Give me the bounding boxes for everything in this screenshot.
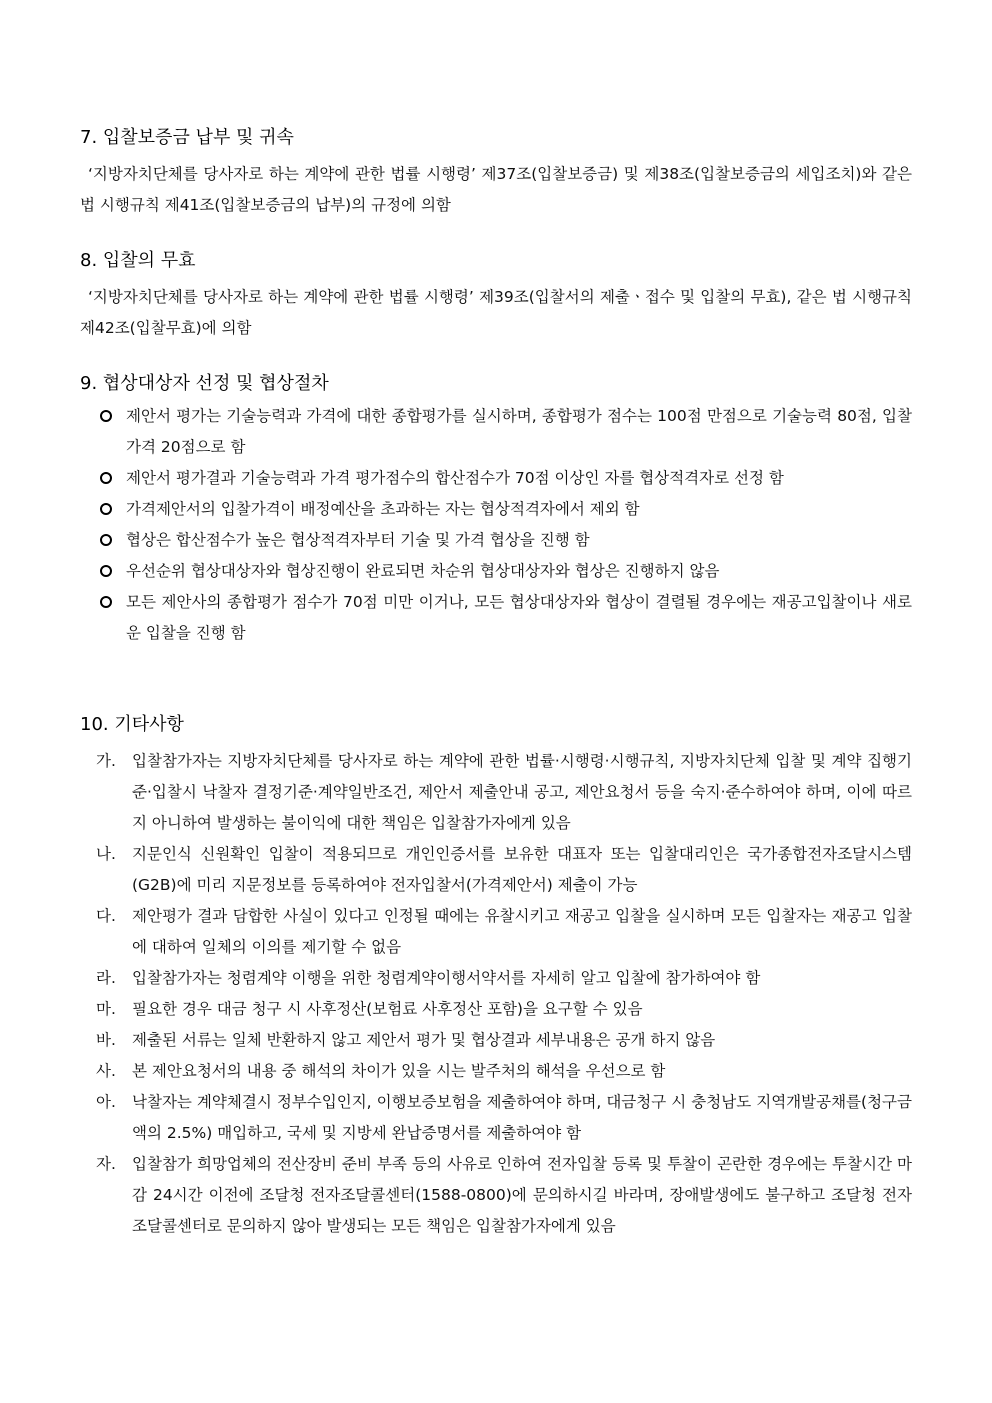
list-item xyxy=(80,963,912,994)
list-item-marker: 아. xyxy=(96,1093,116,1111)
list-item-text: 입찰참가 희망업체의 전산장비 준비 부족 등의 사유로 인하여 전자입찰 등록 및 투찰이 곤란한 경우에는 투찰시간 마감 24시간 이전에 조달청 전자조달콜센터(1588-0800)에 문의하시길 바라며, 장애발생에도 불구하고 조달청 전자조달콜센터로 문의하지 않아 발생되는 모든 책임은 입찰참가자에게 있음 xyxy=(132,1155,912,1235)
list-item-text: 가격제안서의 입찰가격이 배정예산을 초과하는 자는 협상적격자에서 제외 함 xyxy=(126,500,640,518)
circle-bullet-icon xyxy=(100,472,112,484)
section-7-body xyxy=(80,159,912,221)
list-item-marker: 바. xyxy=(96,1031,116,1049)
list-item-text: 모든 제안사의 종합평가 점수가 70점 미만 이거나, 모든 협상대상자와 협상이 결렬될 경우에는 재공고입찰이나 새로운 입찰을 진행 함 xyxy=(126,593,912,642)
section-8-body xyxy=(80,282,912,344)
list-item xyxy=(80,587,912,649)
circle-bullet-icon xyxy=(100,410,112,422)
list-item xyxy=(80,1056,912,1087)
list-item-marker: 라. xyxy=(96,969,116,987)
section-7 xyxy=(80,125,912,221)
section-10-heading: 10. 기타사항 xyxy=(80,714,184,735)
list-item xyxy=(80,839,912,901)
section-8-heading: 8. 입찰의 무효 xyxy=(80,250,196,271)
list-item-text: 제출된 서류는 일체 반환하지 않고 제안서 평가 및 협상결과 세부내용은 공개 하지 않음 xyxy=(132,1031,716,1049)
list-item xyxy=(80,746,912,839)
section-8 xyxy=(80,248,912,344)
section-10-item-list xyxy=(80,746,912,1242)
list-item xyxy=(80,901,912,963)
list-item-text: 협상은 합산점수가 높은 협상적격자부터 기술 및 가격 협상을 진행 함 xyxy=(126,531,590,549)
circle-bullet-icon xyxy=(100,596,112,608)
section-9-bullet-list xyxy=(80,401,912,649)
list-item-marker: 가. xyxy=(96,752,116,770)
section-7-text: ‘지방자치단체를 당사자로 하는 계약에 관한 법률 시행령’ 제37조(입찰보증금) 및 제38조(입찰보증금의 세입조치)와 같은 법 시행규칙 제41조(입찰보증금의 납부)의 규정에 의함 xyxy=(80,165,912,214)
list-item-text: 낙찰자는 계약체결시 정부수입인지, 이행보증보험을 제출하여야 하며, 대금청구 시 충청남도 지역개발공채를(청구금액의 2.5%) 매입하고, 국세 및 지방세 완납증명서를 제출하여야 함 xyxy=(132,1093,912,1142)
list-item xyxy=(80,994,912,1025)
list-item xyxy=(80,463,912,494)
list-item-text: 본 제안요청서의 내용 중 해석의 차이가 있을 시는 발주처의 해석을 우선으로 함 xyxy=(132,1062,666,1080)
list-item-text: 입찰참가자는 청렴계약 이행을 위한 청렴계약이행서약서를 자세히 알고 입찰에 참가하여야 함 xyxy=(132,969,761,987)
list-item-marker: 나. xyxy=(96,845,116,863)
list-item xyxy=(80,556,912,587)
section-10 xyxy=(80,712,912,1242)
section-9-heading: 9. 협상대상자 선정 및 협상절차 xyxy=(80,373,329,394)
list-item-text: 제안서 평가결과 기술능력과 가격 평가점수의 합산점수가 70점 이상인 자를 협상적격자로 선정 함 xyxy=(126,469,784,487)
list-item-marker: 마. xyxy=(96,1000,116,1018)
list-item-text: 우선순위 협상대상자와 협상진행이 완료되면 차순위 협상대상자와 협상은 진행하지 않음 xyxy=(126,562,720,580)
list-item xyxy=(80,525,912,556)
list-item xyxy=(80,494,912,525)
list-item xyxy=(80,1087,912,1149)
list-item-text: 입찰참가자는 지방자치단체를 당사자로 하는 계약에 관한 법률·시행령·시행규칙, 지방자치단체 입찰 및 계약 집행기준·입찰시 낙찰자 결정기준·계약일반조건, 제안서 제출안내 공고, 제안요청서 등을 숙지·준수하여야 하며, 이에 따르지 아니하여 발생하는 불이익에 대한 책임은 입찰참가자에게 있음 xyxy=(132,752,912,832)
list-item-marker: 자. xyxy=(96,1155,116,1173)
list-item-text: 제안평가 결과 담합한 사실이 있다고 인정될 때에는 유찰시키고 재공고 입찰을 실시하며 모든 입찰자는 재공고 입찰에 대하여 일체의 이의를 제기할 수 없음 xyxy=(132,907,912,956)
circle-bullet-icon xyxy=(100,565,112,577)
section-8-text: ‘지방자치단체를 당사자로 하는 계약에 관한 법률 시행령’ 제39조(입찰서의 제출ㆍ접수 및 입찰의 무효), 같은 법 시행규칙 제42조(입찰무효)에 의함 xyxy=(80,288,912,337)
circle-bullet-icon xyxy=(100,534,112,546)
section-9 xyxy=(80,371,912,649)
list-item xyxy=(80,401,912,463)
list-item-text: 제안서 평가는 기술능력과 가격에 대한 종합평가를 실시하며, 종합평가 점수는 100점 만점으로 기술능력 80점, 입찰가격 20점으로 함 xyxy=(126,407,912,456)
list-item-text: 지문인식 신원확인 입찰이 적용되므로 개인인증서를 보유한 대표자 또는 입찰대리인은 국가종합전자조달시스템(G2B)에 미리 지문정보를 등록하여야 전자입찰서(가격제안서) 제출이 가능 xyxy=(132,845,912,894)
list-item xyxy=(80,1149,912,1242)
circle-bullet-icon xyxy=(100,503,112,515)
list-item-marker: 사. xyxy=(96,1062,116,1080)
list-item-text: 필요한 경우 대금 청구 시 사후정산(보험료 사후정산 포함)을 요구할 수 있음 xyxy=(132,1000,643,1018)
section-7-heading: 7. 입찰보증금 납부 및 귀속 xyxy=(80,127,294,148)
list-item-marker: 다. xyxy=(96,907,116,925)
list-item xyxy=(80,1025,912,1056)
